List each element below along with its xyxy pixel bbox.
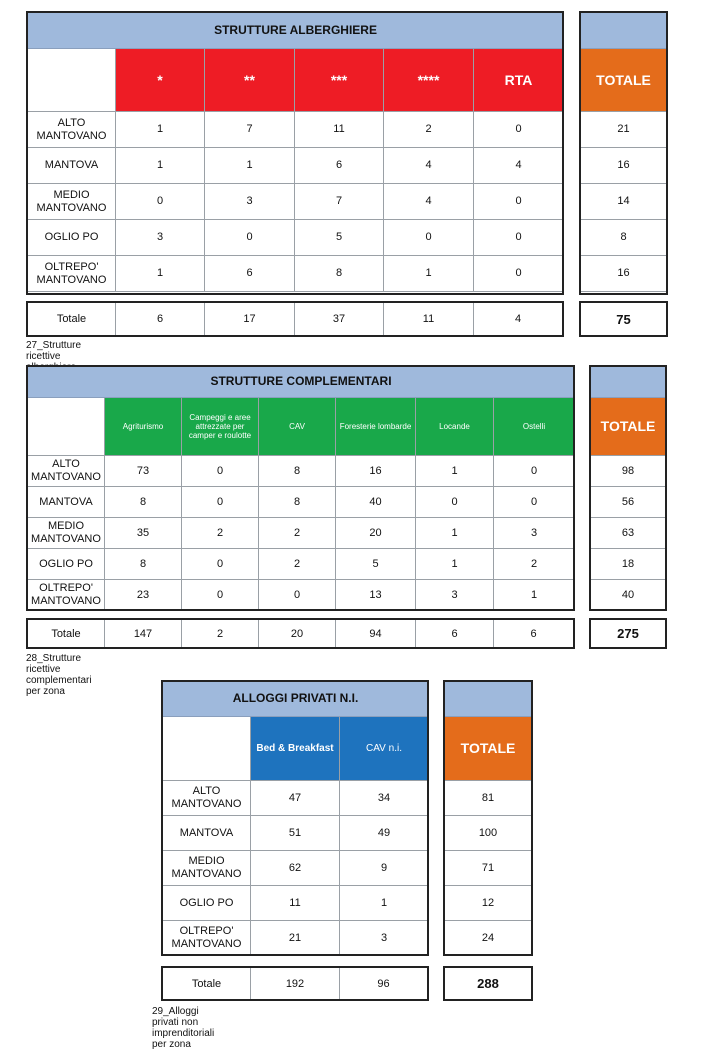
row-total: 40 [591, 580, 666, 611]
totals-label: Totale [163, 968, 251, 999]
row-total: 18 [591, 549, 666, 580]
table1-header: **** [384, 49, 474, 112]
cell: 0 [182, 487, 259, 518]
table3-totals-row [161, 966, 429, 1001]
cell: 0 [494, 487, 575, 518]
col-total: 147 [105, 620, 182, 647]
table2-totals-row [26, 618, 575, 649]
zone-label: OLTREPO' MANTOVANO [163, 921, 251, 956]
cell: 6 [295, 148, 384, 184]
cell: 2 [182, 518, 259, 549]
table1-header: * [116, 49, 205, 112]
cell: 13 [336, 580, 416, 611]
zone-label: ALTO MANTOVANO [28, 112, 116, 148]
zone-label: OLTREPO' MANTOVANO [28, 580, 105, 611]
col-total: 6 [116, 303, 205, 335]
table2-grand-total: 275 [589, 618, 667, 649]
cell: 49 [340, 816, 429, 851]
col-total: 4 [514, 313, 522, 325]
row-total: 56 [591, 487, 666, 518]
row-total: 14 [581, 184, 667, 220]
table3-grand-total: 288 [443, 966, 533, 1001]
cell: 9 [340, 851, 429, 886]
table1-header: ** [205, 49, 295, 112]
totals-label: Totale [28, 620, 105, 647]
cell: 1 [416, 549, 494, 580]
cell: 51 [251, 816, 340, 851]
cell: 21 [251, 921, 340, 956]
row-total: 8 [581, 220, 667, 256]
cell: 1 [116, 148, 205, 184]
col-total: 11 [384, 303, 474, 335]
cell: 4 [384, 148, 474, 184]
row-total: 98 [591, 456, 666, 487]
cell: 8 [259, 487, 336, 518]
table2-title: STRUTTURE COMPLEMENTARI [28, 367, 575, 398]
table3-header: Bed & Breakfast [251, 717, 340, 781]
table2-header: Locande [416, 398, 494, 456]
table1-grand-total: 75 [579, 301, 668, 337]
cell: 7 [205, 112, 295, 148]
cell: 2 [259, 518, 336, 549]
cell: 0 [416, 487, 494, 518]
table2-header: CAV [259, 398, 336, 456]
zone-label: OGLIO PO [163, 886, 251, 921]
table2-caption: 28_Strutture ricettive complementari per zona [26, 653, 92, 697]
cell: 2 [494, 549, 575, 580]
row-total: 63 [591, 518, 666, 549]
zone-label: OGLIO PO [28, 549, 105, 580]
cell: 8 [259, 456, 336, 487]
cell: 0 [494, 456, 575, 487]
cell: 2 [384, 112, 474, 148]
row-total: 16 [581, 256, 667, 292]
table1-caption: 27_Strutture ricettive [26, 340, 82, 362]
table1-header: *** [295, 49, 384, 112]
cell: 0 [182, 456, 259, 487]
cell: 1 [116, 112, 205, 148]
zone-label: MANTOVA [163, 816, 251, 851]
cell: 8 [105, 549, 182, 580]
cell: 11 [295, 112, 384, 148]
cell: 3 [340, 921, 429, 956]
table1-totals-row [26, 301, 564, 337]
zone-label: MANTOVA [28, 487, 105, 518]
cell: 0 [474, 220, 564, 256]
table2-header: Agriturismo [105, 398, 182, 456]
cell: 8 [295, 256, 384, 292]
zone-label: MANTOVA [28, 148, 116, 184]
col-total: 96 [377, 977, 390, 990]
cell: 3 [416, 580, 494, 611]
zone-label: OLTREPO' MANTOVANO [28, 256, 116, 292]
table2-header: Campeggi e aree attrezzate per camper e roulotte [182, 398, 259, 456]
cell: 1 [116, 256, 205, 292]
col-total: 2 [182, 620, 259, 647]
cell: 23 [105, 580, 182, 611]
zone-label: ALTO MANTOVANO [163, 781, 251, 816]
col-total: 192 [251, 968, 340, 999]
table2-total-header: TOTALE [591, 398, 666, 456]
table3-header: CAV n.i. [340, 717, 429, 781]
cell: 1 [416, 456, 494, 487]
zone-label: MEDIO MANTOVANO [28, 184, 116, 220]
cell: 1 [205, 148, 295, 184]
table3-caption: 29_Alloggi privati non imprenditoriali per zona [152, 1006, 215, 1050]
cell: 1 [340, 886, 429, 921]
row-total: 81 [445, 781, 532, 816]
row-total: 12 [445, 886, 532, 921]
table2-header: Ostelli [494, 398, 575, 456]
row-total: 16 [581, 148, 667, 184]
cell: 0 [182, 549, 259, 580]
table3-title: ALLOGGI PRIVATI N.I. [163, 682, 429, 717]
table1-total-header: TOTALE [581, 49, 667, 112]
row-total: 71 [445, 851, 532, 886]
table3-total-header: TOTALE [445, 717, 532, 781]
zone-label: MEDIO MANTOVANO [163, 851, 251, 886]
cell: 8 [105, 487, 182, 518]
cell: 3 [116, 220, 205, 256]
col-total: 6 [530, 627, 537, 640]
cell: 5 [295, 220, 384, 256]
zone-label: MEDIO MANTOVANO [28, 518, 105, 549]
totals-label: Totale [28, 303, 116, 335]
cell: 11 [251, 886, 340, 921]
cell: 0 [474, 184, 564, 220]
cell: 2 [259, 549, 336, 580]
cell: 3 [205, 184, 295, 220]
col-total: 94 [336, 620, 416, 647]
cell: 0 [205, 220, 295, 256]
cell: 62 [251, 851, 340, 886]
col-total: 37 [295, 303, 384, 335]
cell: 73 [105, 456, 182, 487]
cell: 0 [474, 256, 564, 292]
cell: 0 [474, 112, 564, 148]
zone-label: OGLIO PO [28, 220, 116, 256]
cell: 35 [105, 518, 182, 549]
cell: 0 [182, 580, 259, 611]
cell: 5 [336, 549, 416, 580]
zone-label: ALTO MANTOVANO [28, 456, 105, 487]
row-total: 21 [581, 112, 667, 148]
cell: 40 [336, 487, 416, 518]
cell: 1 [494, 580, 575, 611]
cell: 0 [259, 580, 336, 611]
cell: 1 [416, 518, 494, 549]
cell: 16 [336, 456, 416, 487]
table1-header: RTA [474, 49, 564, 112]
cell: 4 [384, 184, 474, 220]
cell: 20 [336, 518, 416, 549]
col-total: 17 [205, 303, 295, 335]
cell: 0 [384, 220, 474, 256]
cell: 3 [494, 518, 575, 549]
col-total: 20 [259, 620, 336, 647]
col-total: 6 [416, 620, 494, 647]
row-total: 24 [445, 921, 532, 956]
cell: 7 [295, 184, 384, 220]
table2-header: Foresterie lombarde [336, 398, 416, 456]
table1-title: STRUTTURE ALBERGHIERE [28, 13, 564, 49]
row-total: 100 [445, 816, 532, 851]
cell: 1 [384, 256, 474, 292]
cell: 34 [340, 781, 429, 816]
cell: 4 [474, 148, 564, 184]
cell: 0 [116, 184, 205, 220]
cell: 6 [205, 256, 295, 292]
cell: 47 [251, 781, 340, 816]
